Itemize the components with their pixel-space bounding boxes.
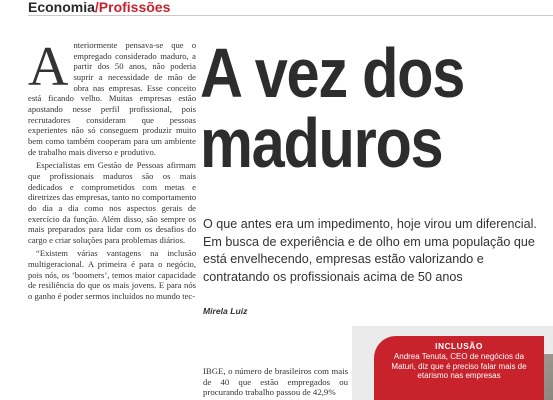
photo [352,326,553,400]
subsection-name: Profissões [98,0,171,15]
paragraph-2: Especialistas em Gestão de Pessoas afirmam que profissionais maduros são os mais dedicados e comprometidos com metas e diretrizes das empresas, tanto no comportamento do dia a dia como nos aspectos gerais de exercício da função. Além disso, são sempre os mais preparados para lidar com os desafios do cargo e criar soluções para problemas diários. [28,160,197,245]
middle-column-text: IBGE, o número de brasileiros com mais de 40 que estão empregados ou procurando trabalho passou de 42,9% [203,366,348,398]
section-separator: / [94,0,99,15]
byline: Mirela Luiz [203,306,248,316]
header-rule [28,15,553,16]
paragraph-3: “Existem várias vantagens na inclusão multigeracional. A primeira é para o negócio, pois nós, os ‘boomers’, temos maior capacidade de resiliência do que os mais jovens. E para nós o ganho é poder sermos incluídos no mundo tec- [28,248,196,302]
section-header [28,0,553,14]
section-name: Economia [28,0,95,15]
headline-line-1: A vez dos [200,34,465,112]
headline-line-2: maduros [200,104,443,182]
lead-paragraph: O que antes era um impedimento, hoje virou um diferencial. Em busca de experiência e de olho em uma população que está envelhecendo, empresas estão valorizando e contratando os profissionais acima de 50 anos [203,217,537,284]
caption-text: Andrea Tenuta, CEO de negócios da Maturi, diz que é preciso falar mais de etarismo nas empresas [391,352,527,381]
drop-cap: A [28,36,69,98]
photo-caption-box [374,336,544,400]
headline [200,34,500,182]
left-column [28,36,197,305]
caption-title: INCLUSÃO [435,341,483,351]
paragraph-1: nteriormente pensava-se que o empregado considerado maduro, a partir dos 50 anos, não poderia suprir a necessidade de mão de obra nas empresas. Esse conceito está ficando velho. Muitas empresas estão apostando nesse perfil profissional, pois recrutadores consideram que pessoas experientes não só conseguem produzir muito bem como também cooperam para um ambiente de trabalho mais diverso e produtivo. [28,40,196,157]
